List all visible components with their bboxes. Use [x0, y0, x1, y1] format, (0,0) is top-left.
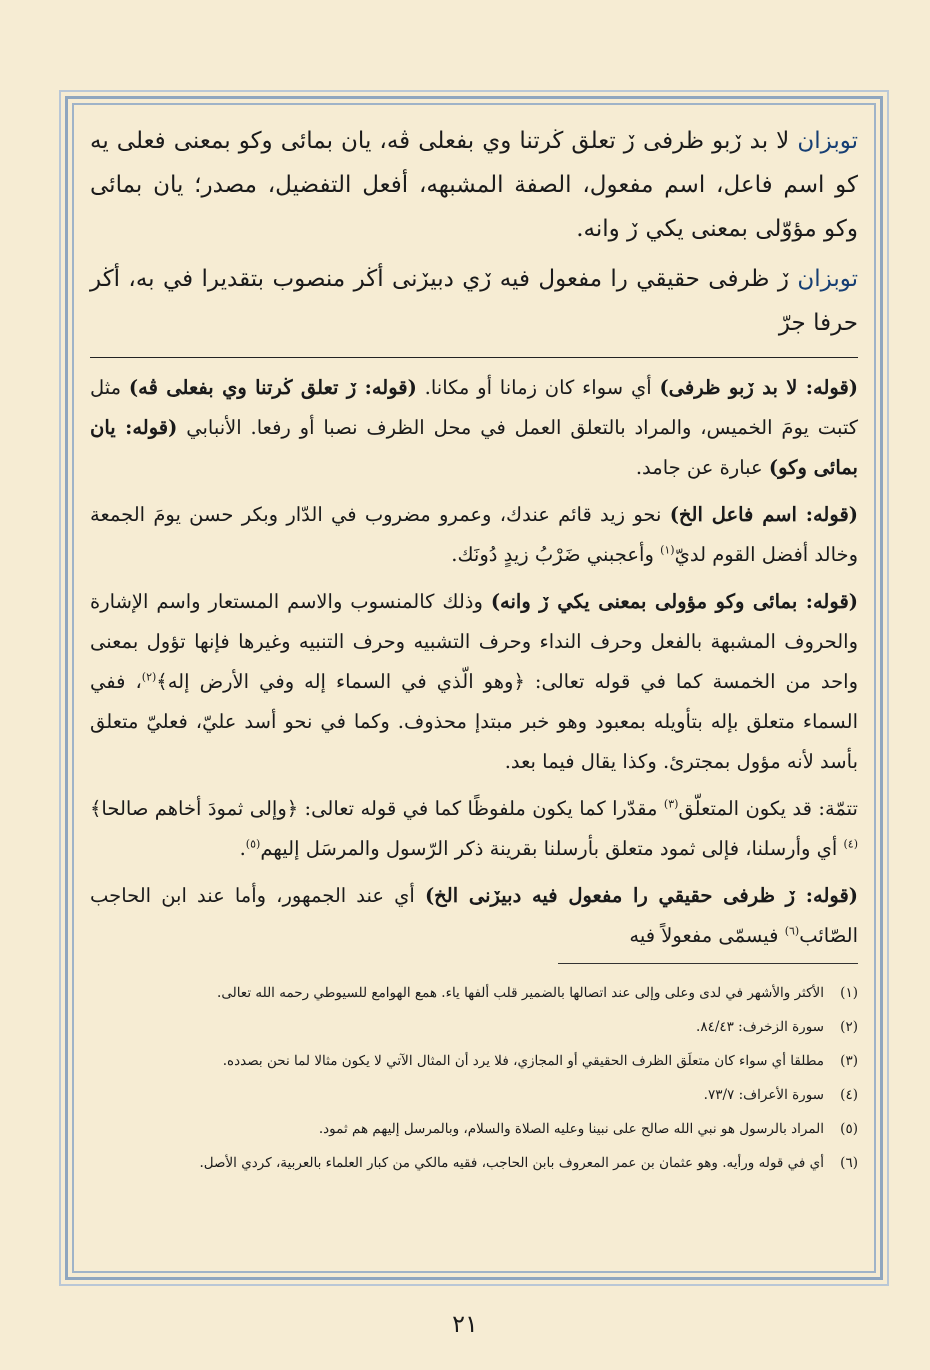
footnote-text: سورة الأعراف: ٧٣/٧. — [703, 1087, 824, 1103]
footnote-text: مطلقا أي سواء كان متعلَق الظرف الحقيقي أو المجازي، فلا يرد أن المثال الآتي لا يكون مثالا لما نحن بصدده. — [222, 1053, 824, 1069]
commentary-text: أي عند الجمهور، وأما عند ابن الحاجب الصّائب — [90, 884, 858, 947]
footnote-marker: (٤) — [843, 837, 858, 851]
commentary-section — [90, 368, 858, 956]
commentary-text: ، ففي السماء متعلق بإله بتأويله بمعبود وهو خبر مبتدإ محذوف. وكما في نحو أسد عليّ، فعليّ متعلق بأسد لأنه مؤول بمجترئ. وكذا يقال فيما بعد. — [90, 670, 858, 773]
footnotes-section — [90, 976, 858, 1180]
main-line-1-lead: توبزان — [797, 128, 858, 154]
main-line-2 — [90, 257, 858, 345]
footnote-number: (٤) — [840, 1087, 858, 1103]
footnote-item — [90, 1078, 858, 1112]
main-jawi-text — [90, 119, 858, 345]
footnote-marker: (٥) — [245, 837, 261, 851]
commentary-paragraph — [90, 789, 858, 869]
footnote-marker: (٦) — [784, 924, 800, 938]
commentary-paragraph — [90, 582, 858, 782]
footnote-number: (٥) — [840, 1121, 858, 1137]
page-number: ٢١ — [452, 1310, 478, 1338]
commentary-text: مقدّرا كما يكون ملفوظًا كما في قوله تعالى: ﴿وإلى ثمودَ أخاهم صالحا﴾ — [90, 797, 664, 820]
commentary-text: أي وأرسلنا، فإلى ثمود متعلق بأرسلنا بقرينة ذكر الرّسول والمرسَل إليهم — [260, 837, 844, 860]
footnote-item — [90, 1112, 858, 1146]
main-line-2-lead: توبزان — [797, 266, 858, 292]
footnote-number: (١) — [840, 985, 858, 1001]
footnote-number: (٦) — [840, 1155, 858, 1171]
main-line-1-body: لا بد ڒبو ظرفى ڒ تعلق ڬرتنا وي بفعلى ڤه، يان بمائى وكو بمعنى فعلى يه كو اسم فاعل، اسم مفعول، الصفة المشبهه، أفعل التفضيل، مصدر؛ يان بمائى وكو مؤوّلى بمعنى يكي ڒ وانه. — [90, 128, 858, 242]
commentary-heading: (قوله: يان بمائى وكو) — [90, 416, 858, 479]
footnote-item — [90, 1010, 858, 1044]
page-border-frame — [65, 96, 883, 1280]
commentary-paragraph — [90, 368, 858, 488]
commentary-heading: (قوله: ڒ ظرفى حقيقي را مفعول فيه دبيڒنى الخ) — [424, 884, 859, 907]
footnote-marker: (٣) — [663, 797, 679, 811]
main-divider — [90, 357, 858, 358]
main-line-1 — [90, 119, 858, 251]
page-content — [90, 119, 858, 1257]
footnote-text: الأكثر والأشهر في لدى وعلى وإلى عند اتصالها بالضمير قلب ألفها ياء. همع الهوامع للسيوطي رحمه الله تعالى. — [217, 985, 824, 1001]
commentary-text: مثل كتبت يومَ الخميس، والمراد بالتعلق العمل في محل الظرف نصبا أو رفعا. الأنبابي — [90, 376, 858, 439]
commentary-paragraph — [90, 495, 858, 575]
commentary-text: وأعجبني ضَرْبُ زيدٍ دُونَك. — [451, 543, 661, 566]
footnote-marker: (٢) — [141, 670, 157, 684]
commentary-paragraph — [90, 876, 858, 956]
footnote-text: المراد بالرسول هو نبي الله صالح على نبينا وعليه الصلاة والسلام، وبالمرسل إليهم هم ثمود. — [318, 1121, 824, 1137]
footnote-number: (٢) — [840, 1019, 858, 1035]
commentary-text: عبارة عن جامد. — [635, 456, 769, 479]
commentary-text: تتمّة: قد يكون المتعلّق — [678, 797, 858, 820]
footnote-item — [90, 1146, 858, 1180]
commentary-heading: (قوله: بمائى وكو مؤولى بمعنى يكي ڒ وانه) — [490, 590, 858, 613]
footnote-number: (٣) — [840, 1053, 858, 1069]
commentary-heading: (قوله: اسم فاعل الخ) — [669, 503, 858, 526]
commentary-heading: (قوله: ڒ تعلق ڬرتنا وي بفعلى ڤه) — [128, 376, 417, 399]
footnote-divider — [558, 963, 858, 964]
commentary-text: نحو زيد قائم عندك، وعمرو مضروب في الدّار وبكر حسن يومَ الجمعة وخالد أفضل القوم لديّ — [90, 503, 858, 566]
footnote-marker: (١) — [660, 543, 675, 557]
commentary-text: وذلك كالمنسوب والاسم المستعار واسم الإشارة والحروف المشبهة بالفعل وحرف النداء وحرف التشبيه وحرف التنبيه وغيرها فإنها تؤول بمعنى واحد من الخمسة كما في قوله تعالى: ﴿وهو الّذي في السماء إله وفي الأرض إله﴾ — [90, 590, 859, 693]
main-line-2-body: ڒ ظرفى حقيقي را مفعول فيه ڒي دبيڒنى أڬر منصوب بتقديرا في به، أڬر حرفا جرّ — [90, 266, 858, 336]
commentary-heading: (قوله: لا بد ڒبو ظرفى) — [659, 376, 859, 399]
footnote-item — [90, 1044, 858, 1078]
footnote-item — [90, 976, 858, 1010]
commentary-text: فيسمّى مفعولاً فيه — [629, 924, 785, 947]
commentary-text: أي سواء كان زمانا أو مكانا. — [416, 376, 660, 399]
commentary-text: . — [239, 837, 246, 860]
footnote-text: أي في قوله ورأيه. وهو عثمان بن عمر المعروف بابن الحاجب، فقيه مالكي من كبار العلماء بالعربية، كردي الأصل. — [199, 1155, 824, 1171]
footnote-text: سورة الزخرف: ٨٤/٤٣. — [696, 1019, 824, 1035]
